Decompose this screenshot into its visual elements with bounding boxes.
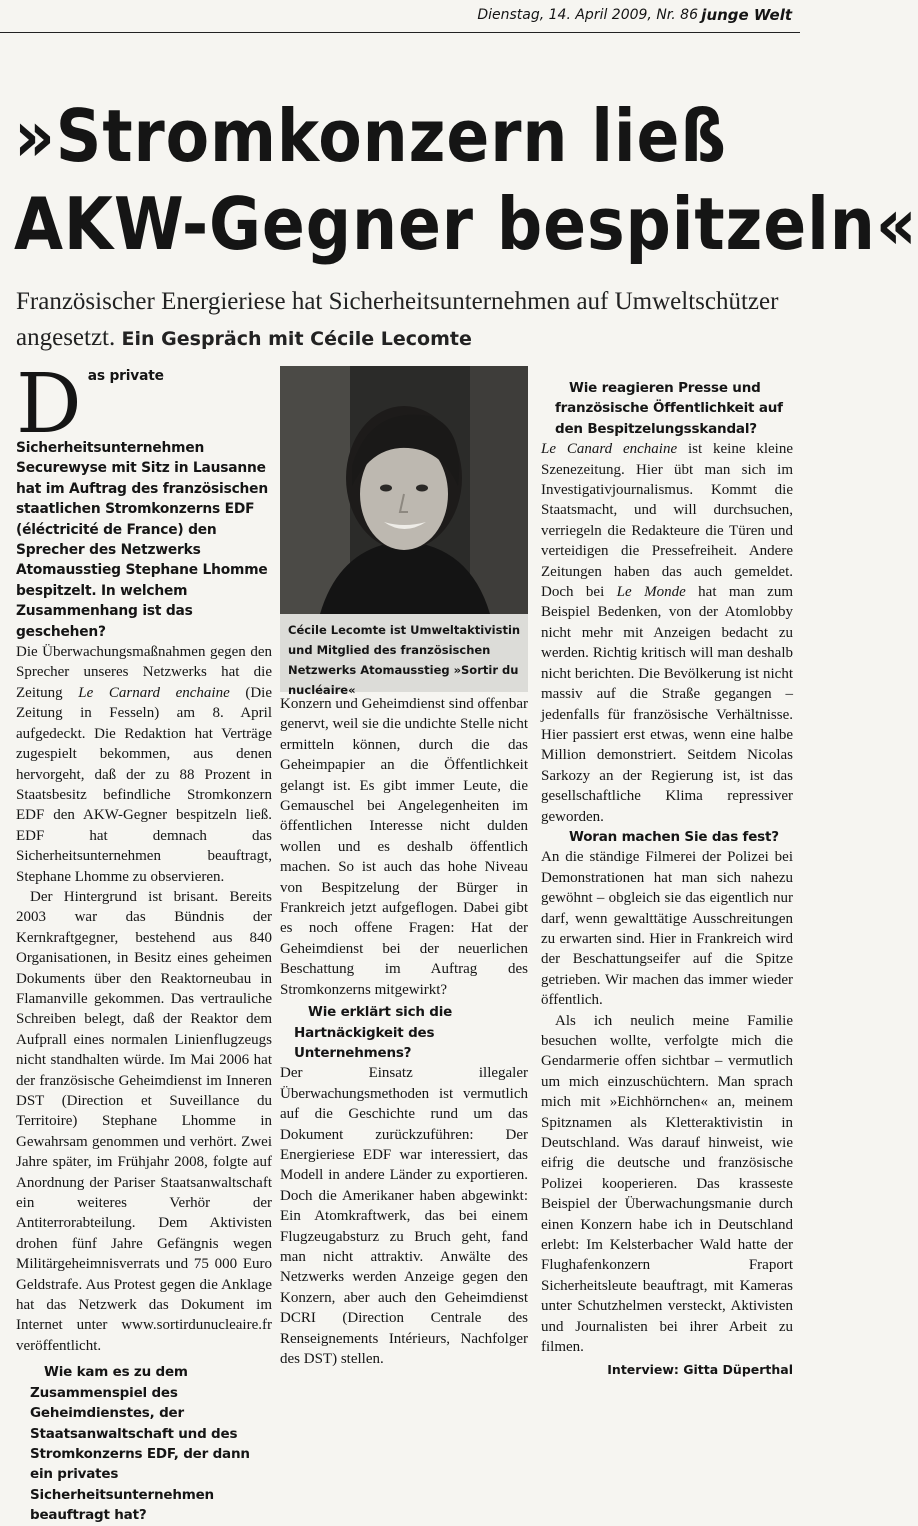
answer-1-continued: Der Hintergrund ist brisant. Bereits 2003 war das Bündnis der Kernkraftgegner, bestehend aus 840 Organisationen, in Besitz eines geheimen Dokuments über den Reaktorneubau in Flamanville gekommen. Das vertrauliche Schreiben belegt, daß der Reaktor dem Aufprall eines normalen Linienflugzeugs nicht standhalten würde. Im Mai 2006 hat der französische Geheimdienst im Inneren DST (Direction et Suveillance du Territoire) Stephane Lhomme in Gewahrsam genommen und verhört. Zwei Jahre später, im Frühjahr 2008, folgte auf Anordnung der Pariser Staatsanwaltschaft ein weiteres Verhör der Antiterrorabteilung. Dem Aktivisten drohen fünf Jahre Gefängnis wegen Militärgeheimnisverrats und 75 000 Euro Geldstrafe. Aus Protest gegen die Anklage hat das Netzwerk das Dokument im Internet unter www.sortirdunucleaire.fr veröffentlicht. (16, 888, 272, 1354)
masthead (0, 0, 800, 33)
headline-line-1: »Stromkonzern ließ (14, 94, 727, 178)
subheadline (16, 284, 792, 357)
answer-5-continued: Als ich neulich meine Familie besuchen wollte, verfolgte mich die Gendarmerie offen sichtbar – vermutlich um mich einzuschüchtern. Man sprach mich mit »Eichhörnchen« an, meinem Spitznamen als Kletteraktivistin in Deutschland. Was darauf hinweist, wie eifrig die deutsche und französische Polizei kooperieren. Das krasseste Beispiel der Überwachungsmanie durch einen Konzern habe ich in Deutschland erlebt: Im Kelsterbacher Wald hatte der Flughafenkonzern Fraport Sicherheitsleute beauftragt, mit Kameras unter Schutzhelmen versteckt, Aktivisten und Journalisten bei ihrer Arbeit zu filmen. (541, 1012, 793, 1356)
newspaper-name: junge Welt (701, 6, 792, 24)
photo-box (280, 366, 528, 697)
drop-cap: D (16, 357, 82, 452)
dateline: Dienstag, 14. April 2009, Nr. 86 (477, 7, 698, 23)
headline (14, 92, 918, 268)
lead-question: as private Sicherheitsunternehmen Securewyse mit Sitz in Lausanne hat im Auftrag des französischen staatlichen Stromkonzerns EDF (éléctricité de France) den Sprecher des Netzwerks Atomausstieg Stephane Lhomme bespitzelt. In welchem Zusammenhang ist das geschehen? (16, 368, 268, 640)
headline-line-2: AKW-Gegner bespitzeln« (14, 182, 918, 266)
question-3: Wie erklärt sich die Hartnäckigkeit des Unternehmens? (294, 1004, 453, 1061)
portrait-photo (280, 366, 528, 614)
photo-caption: Cécile Lecomte ist Umweltaktivistin und Mitglied des französischen Netzwerks Atomausstieg »Sortir du nucléaire« (288, 623, 521, 697)
answer-5: An die ständige Filmerei der Polizei bei Demonstrationen hat man sich nahezu gewöhnt – obgleich sie das eigentlich nur darf, wenn gewalttätige Ausschreitungen zu erwarten sind. Hier in Frankreich wird der Beschattungseifer auf die Spitze getrieben. Wir machen das immer wieder öffentlich. (541, 849, 793, 1009)
answer-3: Der Einsatz illegaler Überwachungsmethoden ist vermutlich auf die Geschichte rund um das Dokument zurückzuführen: Der Energieriese EDF war interessiert, das Modell in andere Länder zu exportieren. Doch die Amerikaner haben abgewinkt: Ein Atomkraftwerk, das bei einem Flugzeugabsturz zu Bruch geht, fand man nicht attraktiv. Anwälte des Netzwerks werden Anzeige gegen den Konzern, aber auch den Geheimdienst DCRI (Direction Centrale des Renseignements Intérieurs, Nachfolger des DST) stellen. (280, 1065, 528, 1367)
subheadline-text: Französischer Energieriese hat Sicherheitsunternehmen auf Umweltschützer angesetzt. (16, 288, 779, 351)
question-5: Woran machen Sie das fest? (569, 828, 779, 845)
answer-2: Konzern und Geheimdienst sind offenbar genervt, weil sie die undichte Stelle nicht ermitteln können, durch die das Geheimpapier an die Öffentlichkeit gelangt ist. Es gibt immer Leute, die Gemauschel bei Angelegenheiten im öffentlichen Interesse nicht dulden wollen und es deshalb öffentlich machen. So ist auch das hohe Niveau von Bespitzelung der Bürger in Frankreich jetzt aufgeflogen. Dabei gibt es noch offene Fragen: Hat der Geheimdienst bei der neuerlichen Beschattung im Auftrag des Stromkonzerns mitgewirkt? (280, 696, 528, 998)
article-column-3 (541, 372, 793, 1380)
answer-4: Le Canard enchaine ist keine kleine Szenezeitung. Hier übt man sich im Investigativjournalismus. Kommt die Staatsmacht, und will durchsuchen, verriegeln die Redakteure die Türen und verteidigen die Pressefreiheit. Andere Zeitungen haben das auch gemeldet. Doch bei Le Monde hat man zum Beispiel Bedenken, von der Atomlobby nicht mehr mit Anzeigen bedacht zu werden. Richtig kritisch will man deshalb nicht berichten. Die Bevölkerung ist nicht massiv auf die Straße gegangen – jedenfalls für französische Verhältnisse. Hier passiert erst etwas, wenn eine halbe Million demonstriert. Seitdem Nicolas Sarkozy an der Regierung ist, ist das gesellschaftliche Klima repressiver geworden. (541, 441, 793, 825)
question-4: Wie reagieren Presse und französische Öffentlichkeit auf den Bespitzelungsskandal? (555, 380, 783, 437)
question-2: Wie kam es zu dem Zusammenspiel des Geheimdienstes, der Staatsanwaltschaft und des Stromkonzerns EDF, der dann ein privates Sicherheitsunternehmen beauftragt hat? (30, 1364, 250, 1524)
article-column-2 (280, 694, 528, 1369)
article-column-1 (16, 357, 273, 1526)
answer-1: Die Überwachungsmaßnahmen gegen den Sprecher unseres Netzwerks hat die Zeitung Le Carnard enchaine (Die Zeitung in Fesseln) am 8. April aufgedeckt. Die Redaktion hat Verträge zugespielt bekommen, aus denen hervorgeht, daß der zu 88 Prozent in Staatsbesitz befindliche Stromkonzern EDF den AKW-Gegner bespitzeln ließ. EDF hat demnach das Sicherheitsunternehmen beauftragt, Stephane Lhomme zu observieren. (16, 644, 273, 885)
interview-credit: Interview: Gitta Düperthal (607, 1361, 793, 1377)
portrait-illustration (280, 366, 528, 614)
interview-with: Ein Gespräch mit Cécile Lecomte (121, 328, 472, 350)
